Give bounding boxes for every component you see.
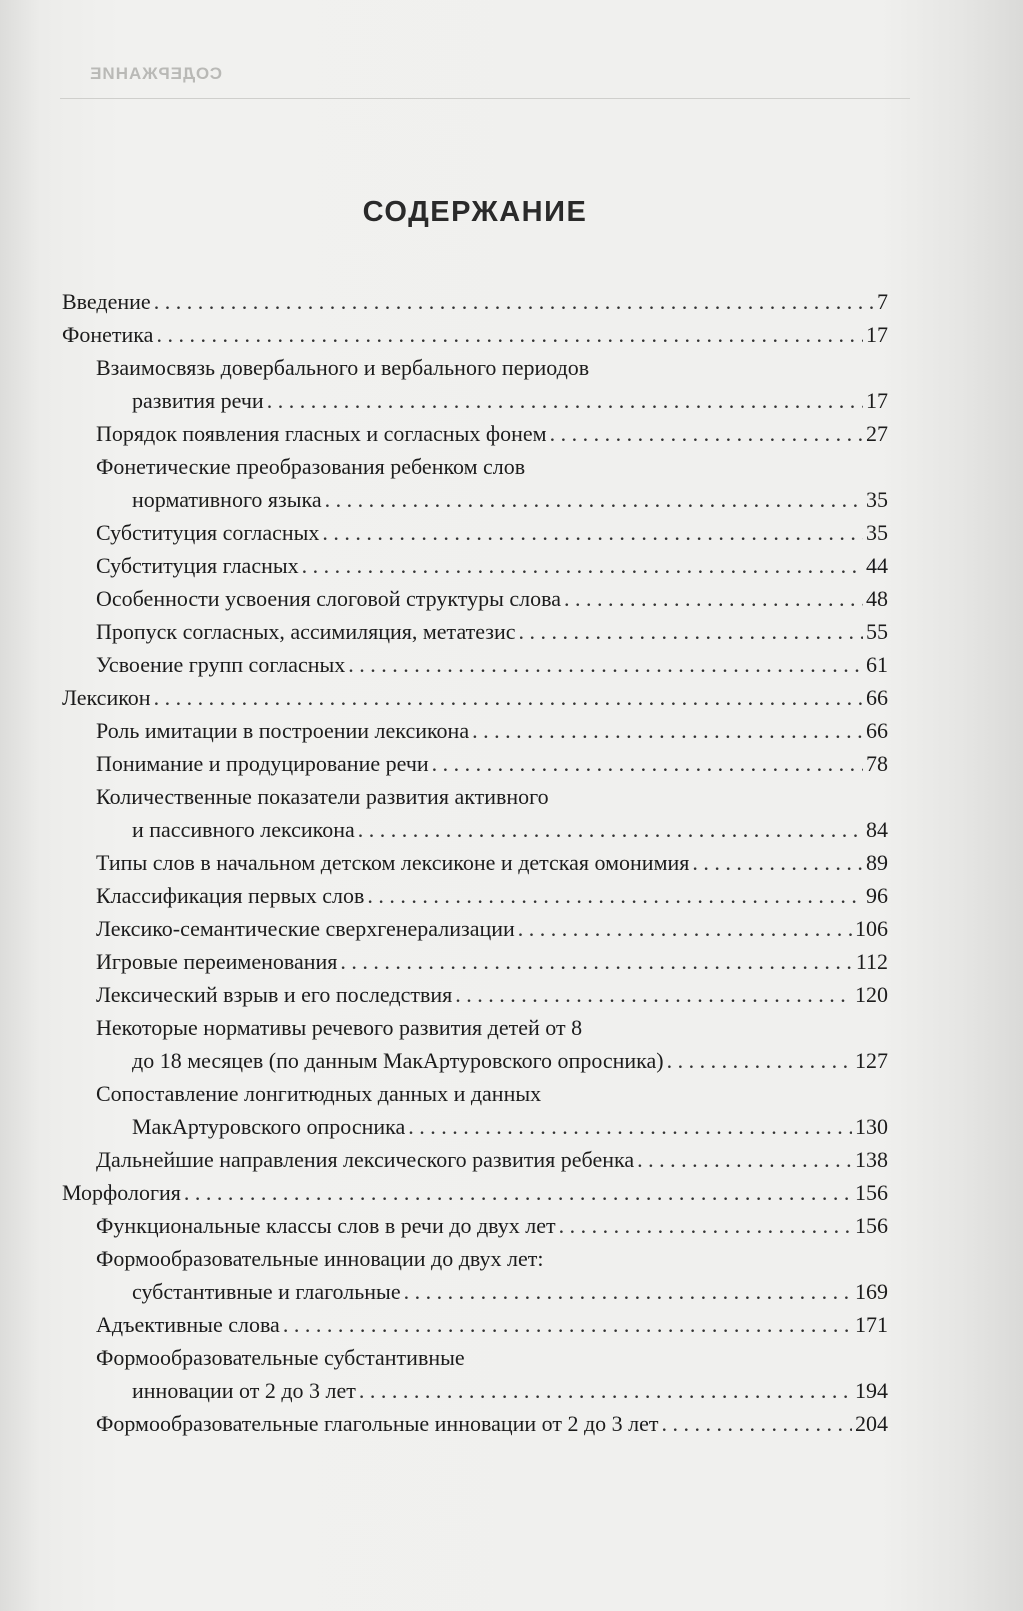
- toc-page-number: 106: [855, 916, 888, 941]
- toc-page-number: 130: [855, 1114, 888, 1139]
- toc-entry-title: Количественные показатели развития активного: [96, 784, 549, 809]
- toc-entry-title: Особенности усвоения слоговой структуры слова: [96, 586, 561, 611]
- dot-leader: [154, 681, 863, 714]
- toc-entry: [62, 879, 888, 912]
- dot-leader: [367, 879, 863, 912]
- toc-entry-title: Формообразовательные глагольные инновации от 2 до 3 лет: [96, 1411, 659, 1436]
- dot-leader: [340, 945, 852, 978]
- show-through-rule: [60, 98, 910, 99]
- toc-page-number: 120: [855, 982, 888, 1007]
- toc-entry: [62, 351, 888, 417]
- toc-entry: [62, 450, 888, 516]
- page-title: СОДЕРЖАНИЕ: [362, 196, 588, 228]
- dot-leader: [692, 846, 863, 879]
- toc-entry-title: Формообразовательные инновации до двух лет:: [96, 1246, 544, 1271]
- toc-page-number: 194: [855, 1378, 888, 1403]
- toc-entry: [62, 318, 888, 351]
- dot-leader: [455, 978, 852, 1011]
- dot-leader: [550, 417, 863, 450]
- toc-page-number: 35: [866, 520, 888, 545]
- toc-entry: [62, 1077, 888, 1143]
- toc-entry-title: Типы слов в начальном детском лексиконе и детская омонимия: [96, 850, 690, 875]
- toc-page-number: 138: [855, 1147, 888, 1172]
- dot-leader: [184, 1176, 852, 1209]
- toc-page-number: 35: [866, 487, 888, 512]
- toc-entry: [62, 681, 888, 714]
- dot-leader: [156, 318, 863, 351]
- dot-leader: [322, 516, 863, 549]
- toc-entry-title: Дальнейшие направления лексического развития ребенка: [96, 1147, 635, 1172]
- dot-leader: [667, 1044, 852, 1077]
- toc-entry-title: МакАртуровского опросника: [132, 1114, 406, 1139]
- toc-page-number: 156: [855, 1213, 888, 1238]
- dot-leader: [564, 582, 863, 615]
- toc-page-number: 17: [866, 322, 888, 347]
- toc-page-number: 89: [866, 850, 888, 875]
- toc-page-number: 84: [866, 817, 888, 842]
- toc-page-number: 48: [866, 586, 888, 611]
- toc-page-number: 44: [866, 553, 888, 578]
- toc-entry-title: Роль имитации в построении лексикона: [96, 718, 470, 743]
- toc-entry: [62, 747, 888, 780]
- toc-page-number: 96: [866, 883, 888, 908]
- toc-entry: [62, 1209, 888, 1242]
- toc-entry-title: Некоторые нормативы речевого развития детей от 8: [96, 1015, 583, 1040]
- toc-page-number: 61: [866, 652, 888, 677]
- toc-entry: [62, 1407, 888, 1440]
- toc-entry-title: до 18 месяцев (по данным МакАртуровского опросника): [132, 1048, 664, 1073]
- toc-entry-title: нормативного языка: [132, 487, 322, 512]
- toc-entry: [62, 285, 888, 318]
- toc-page-number: 204: [855, 1411, 888, 1436]
- toc-entry-title: Фонетика: [62, 322, 154, 347]
- toc-entry-title: Фонетические преобразования ребенком слов: [96, 454, 526, 479]
- toc-entry-title: и пассивного лексикона: [132, 817, 355, 842]
- toc-entry-title: Взаимосвязь довербального и вербального периодов: [96, 355, 590, 380]
- toc-page-number: 27: [866, 421, 888, 446]
- toc-entry-title: Адъективные слова: [96, 1312, 280, 1337]
- toc-page-number: 55: [866, 619, 888, 644]
- dot-leader: [519, 615, 863, 648]
- dot-leader: [404, 1275, 852, 1308]
- toc-entry: [62, 846, 888, 879]
- toc-entry-title: Лексический взрыв и его последствия: [96, 982, 453, 1007]
- toc-entry-title: развития речи: [132, 388, 264, 413]
- toc-page-number: 78: [866, 751, 888, 776]
- toc-entry: [62, 714, 888, 747]
- toc-page-number: 112: [855, 949, 888, 974]
- toc-entry-title: Морфология: [62, 1180, 181, 1205]
- toc-entry: [62, 1011, 888, 1077]
- toc-entry: [62, 978, 888, 1011]
- toc-entry-title: Пропуск согласных, ассимиляция, метатезис: [96, 619, 516, 644]
- dot-leader: [432, 747, 863, 780]
- toc-entry-title: Формообразовательные субстантивные: [96, 1345, 465, 1370]
- toc-entry-title: Порядок появления гласных и согласных фонем: [96, 421, 547, 446]
- dot-leader: [518, 912, 852, 945]
- toc-entry: [62, 417, 888, 450]
- toc-entry-title: Усвоение групп согласных: [96, 652, 346, 677]
- dot-leader: [559, 1209, 852, 1242]
- toc-entry-title: Лексикон: [62, 685, 151, 710]
- toc-entry: [62, 1308, 888, 1341]
- toc-entry-title: Сопоставление лонгитюдных данных и данных: [96, 1081, 542, 1106]
- toc-entry-title: Понимание и продуцирование речи: [96, 751, 429, 776]
- toc-entry-title: Классификация первых слов: [96, 883, 365, 908]
- toc-entry: [62, 780, 888, 846]
- toc-page-number: 169: [855, 1279, 888, 1304]
- table-of-contents: [62, 285, 888, 1440]
- dot-leader: [267, 384, 863, 417]
- dot-leader: [408, 1110, 852, 1143]
- toc-entry-title: Субституция согласных: [96, 520, 320, 545]
- dot-leader: [302, 549, 863, 582]
- dot-leader: [348, 648, 863, 681]
- toc-entry: [62, 648, 888, 681]
- toc-entry-title: Лексико-семантические сверхгенерализации: [96, 916, 515, 941]
- toc-entry: [62, 1176, 888, 1209]
- toc-entry: [62, 582, 888, 615]
- toc-entry-title: инновации от 2 до 3 лет: [132, 1378, 356, 1403]
- dot-leader: [472, 714, 863, 747]
- toc-entry-title: Введение: [62, 289, 151, 314]
- toc-page-number: 17: [866, 388, 888, 413]
- dot-leader: [325, 483, 863, 516]
- toc-entry: [62, 516, 888, 549]
- toc-page-number: 66: [866, 718, 888, 743]
- dot-leader: [662, 1407, 852, 1440]
- show-through-running-title: СОДЕРЖАНИЕ: [89, 64, 222, 83]
- toc-entry-title: Функциональные классы слов в речи до двух лет: [96, 1213, 556, 1238]
- dot-leader: [359, 1374, 852, 1407]
- dot-leader: [154, 285, 874, 318]
- toc-entry: [62, 1242, 888, 1308]
- toc-entry: [62, 615, 888, 648]
- dot-leader: [637, 1143, 852, 1176]
- toc-page-number: 127: [855, 1048, 888, 1073]
- toc-entry-title: субстантивные и глагольные: [132, 1279, 401, 1304]
- toc-page-number: 171: [855, 1312, 888, 1337]
- toc-page-number: 7: [877, 289, 888, 314]
- toc-entry-title: Субституция гласных: [96, 553, 299, 578]
- toc-entry: [62, 912, 888, 945]
- dot-leader: [358, 813, 863, 846]
- toc-entry: [62, 549, 888, 582]
- dot-leader: [283, 1308, 852, 1341]
- toc-entry: [62, 945, 888, 978]
- toc-entry-title: Игровые переименования: [96, 949, 338, 974]
- toc-entry: [62, 1143, 888, 1176]
- toc-page-number: 156: [855, 1180, 888, 1205]
- toc-page-number: 66: [866, 685, 888, 710]
- toc-entry: [62, 1341, 888, 1407]
